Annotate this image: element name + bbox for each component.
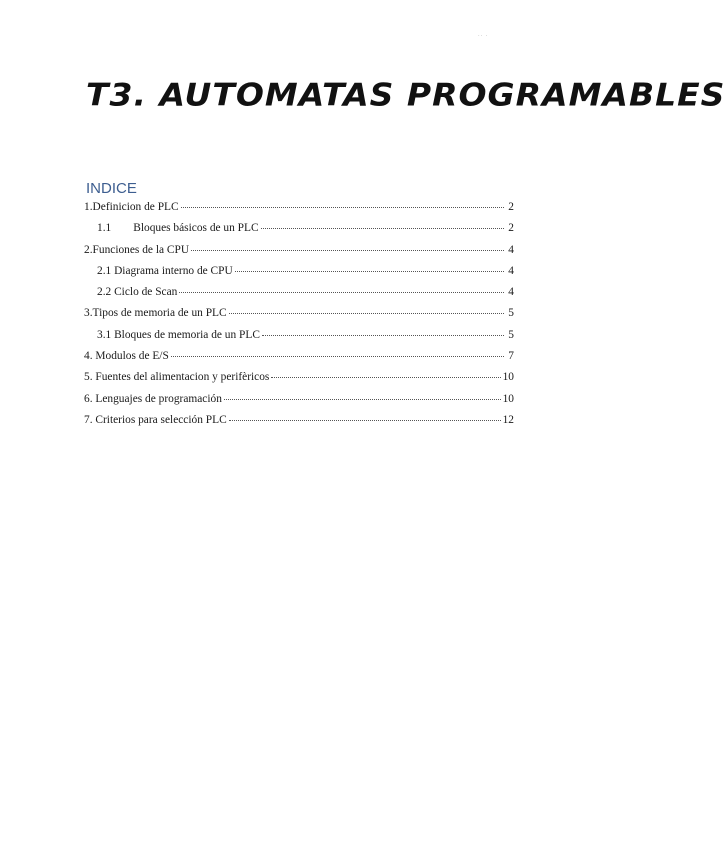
toc-leader-dots	[191, 242, 504, 251]
toc-leader-dots	[229, 305, 504, 314]
toc-entry-label: 2.2 Ciclo de Scan	[97, 286, 178, 299]
toc-entry[interactable]	[84, 371, 514, 392]
table-of-contents	[84, 201, 514, 435]
toc-entry-page: 10	[502, 392, 514, 405]
toc-entry-page: 4	[508, 243, 514, 256]
toc-entry-page: 2	[508, 222, 514, 235]
toc-entry-page: 4	[508, 286, 514, 299]
toc-entry[interactable]	[84, 307, 514, 328]
toc-entry-page: 2	[508, 201, 514, 213]
toc-leader-dots	[224, 391, 501, 400]
toc-entry-label: 5. Fuentes del alimentacion y perifèricos	[84, 371, 270, 384]
page-title: T3. AUTOMATAS PROGRAMABLES	[86, 76, 725, 114]
toc-entry-page: 5	[508, 307, 514, 320]
toc-leader-dots	[181, 199, 504, 208]
toc-entry[interactable]	[84, 201, 514, 222]
toc-entry-page: 12	[502, 413, 514, 426]
toc-entry[interactable]	[84, 286, 514, 307]
toc-leader-dots	[262, 327, 504, 336]
toc-entry[interactable]	[84, 329, 514, 350]
toc-leader-dots	[261, 220, 504, 229]
toc-entry-page: 10	[502, 371, 514, 384]
toc-leader-dots	[179, 284, 504, 293]
toc-entry-label: 4. Modulos de E/S	[84, 350, 169, 363]
toc-entry[interactable]	[84, 244, 514, 265]
toc-entry[interactable]	[84, 222, 514, 243]
toc-heading: INDICE	[86, 180, 137, 197]
toc-entry-label: 3.1 Bloques de memoria de un PLC	[97, 328, 260, 341]
toc-entry-label: 7. Criterios para selección PLC	[84, 413, 227, 426]
toc-leader-dots	[235, 263, 504, 272]
toc-entry[interactable]	[84, 350, 514, 371]
toc-entry-page: 4	[508, 264, 514, 277]
toc-entry[interactable]	[84, 265, 514, 286]
toc-leader-dots	[271, 369, 500, 378]
toc-entry-label: 2.1 Diagrama interno de CPU	[97, 264, 233, 277]
toc-entry-number: 1.1	[97, 222, 112, 235]
toc-leader-dots	[171, 348, 504, 357]
toc-entry[interactable]	[84, 414, 514, 435]
toc-entry-label: 1.Definicion de PLC	[84, 201, 179, 213]
toc-entry-label: 3.Tipos de memoria de un PLC	[84, 307, 227, 320]
toc-entry[interactable]	[84, 393, 514, 414]
toc-entry-label: 2.Funciones de la CPU	[84, 243, 190, 256]
header-mark: ·· ·	[478, 33, 489, 39]
toc-entry-page: 7	[508, 350, 514, 363]
toc-entry-label: 6. Lenguajes de programación	[84, 392, 222, 405]
toc-leader-dots	[229, 412, 501, 421]
toc-entry-label: Bloques básicos de un PLC	[133, 222, 259, 235]
toc-entry-page: 5	[508, 328, 514, 341]
